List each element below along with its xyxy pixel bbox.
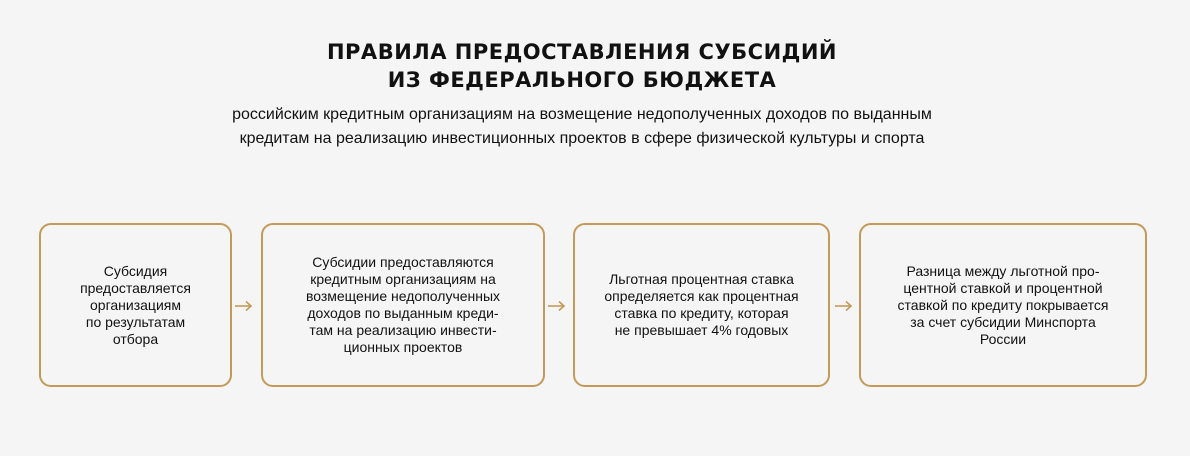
step-2-line: кредитным организациям на [310, 271, 496, 287]
step-4-text [898, 263, 1109, 348]
step-box-1 [39, 223, 232, 387]
title-line-2: ИЗ ФЕДЕРАЛЬНОГО БЮДЖЕТА [387, 68, 777, 92]
step-4-line: центной ставкой и процентной [903, 279, 1103, 296]
step-4-line: России [979, 330, 1027, 347]
step-3-line: не превышает 4% годовых [614, 322, 789, 338]
step-2-text [306, 254, 500, 356]
step-2-line: Субсидии предоставляются [312, 254, 494, 270]
subtitle-line-1: российским кредитным организациям на возмещение недополученных доходов по выданным [232, 106, 932, 123]
title-line-1: ПРАВИЛА ПРЕДОСТАВЛЕНИЯ СУБСИДИЙ [326, 40, 838, 64]
step-1-line: предоставляется [80, 279, 191, 296]
step-4-line: Разница между льготной про- [906, 262, 1100, 279]
step-1-line: организациям [90, 296, 181, 313]
page-title [0, 38, 1164, 94]
step-3-line: ставка по кредиту, которая [614, 305, 789, 321]
subtitle-line-2: кредитам на реализацию инвестиционных проектов в сфере физической культуры и спорта [239, 130, 925, 147]
step-1-line: Субсидия [103, 262, 168, 279]
step-1-line: отбора [112, 330, 159, 347]
page-subtitle [0, 103, 1164, 151]
step-box-2 [261, 223, 545, 387]
step-box-4 [859, 223, 1147, 387]
arrow-right-icon [547, 300, 567, 312]
step-4-line: ставкой по кредиту покрывается [897, 296, 1109, 313]
step-3-text [604, 271, 798, 339]
step-4-line: за счет субсидии Минспорта [910, 313, 1096, 330]
step-1-text [80, 263, 191, 348]
step-2-line: возмещение недополученных [305, 288, 501, 304]
step-2-line: ционных проектов [343, 339, 463, 355]
step-2-line: доходов по выданным креди- [307, 305, 499, 321]
step-3-line: определяется как процентная [604, 288, 799, 304]
arrow-right-icon [834, 300, 854, 312]
step-box-3 [573, 223, 830, 387]
arrow-right-icon [234, 300, 254, 312]
step-1-line: по результатам [85, 313, 186, 330]
step-3-line: Льготная процентная ставка [609, 271, 794, 287]
step-2-line: там на реализацию инвести- [309, 322, 497, 338]
